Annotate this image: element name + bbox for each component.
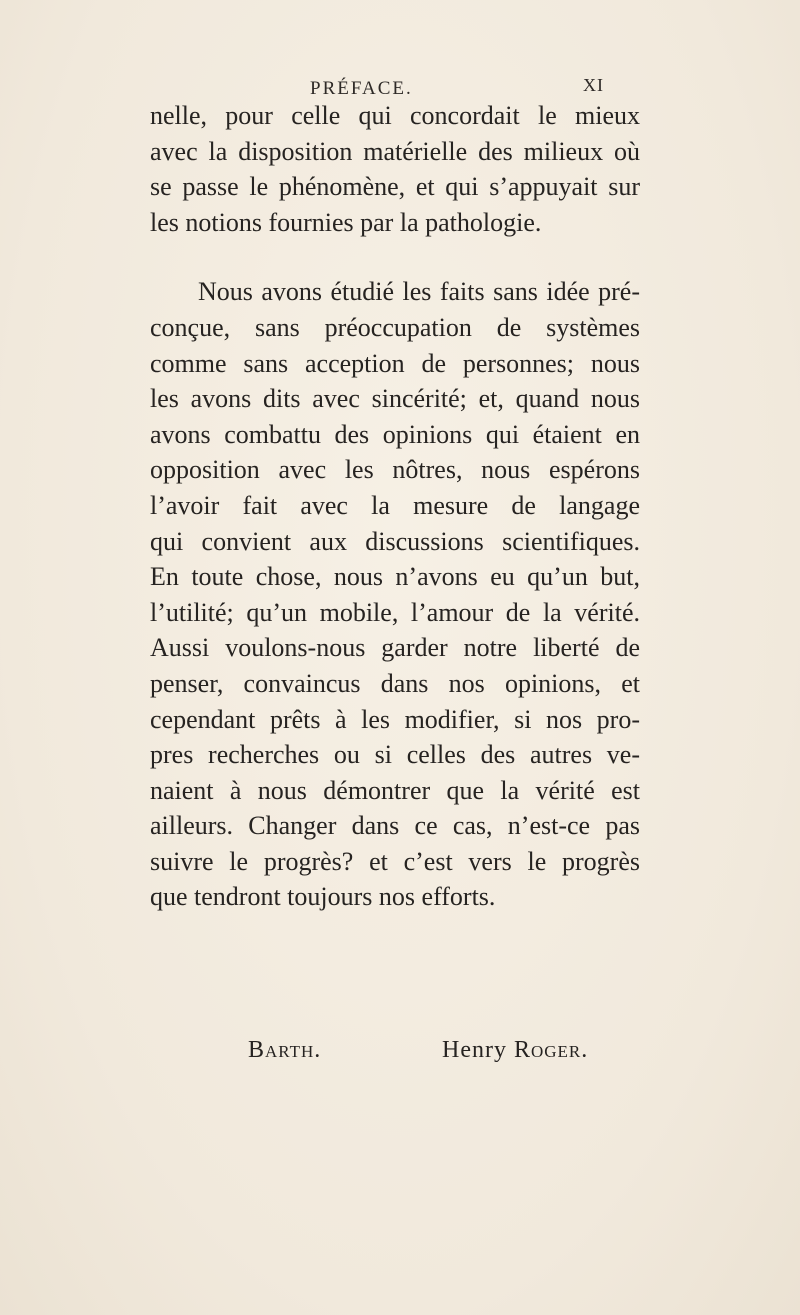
text-line: cependant prêts à les modifier, si nos pro- bbox=[150, 704, 640, 734]
body-text bbox=[150, 98, 640, 915]
text-line: naient à nous démontrer que la vérité est bbox=[150, 775, 640, 805]
text-line: avec la disposition matérielle des milieux où bbox=[150, 136, 640, 166]
signature-given-name: Henry bbox=[442, 1037, 507, 1063]
signatures bbox=[0, 1035, 800, 1075]
paragraph-1 bbox=[150, 98, 640, 240]
text-line: opposition avec les nôtres, nous espérons bbox=[150, 455, 640, 485]
running-title: PRÉFACE. bbox=[310, 78, 413, 99]
text-line: avons combattu des opinions qui étaient en bbox=[150, 419, 640, 449]
signature-henry-roger bbox=[442, 1037, 588, 1064]
text-line: que tendront toujours nos efforts. bbox=[150, 882, 496, 912]
text-line: l’utilité; qu’un mobile, l’amour de la vérité. bbox=[150, 597, 640, 627]
paragraph-2 bbox=[150, 274, 640, 915]
page-number: XI bbox=[583, 75, 604, 95]
text-line: ailleurs. Changer dans ce cas, n’est-ce pas bbox=[150, 811, 640, 841]
signature-barth: Barth. bbox=[248, 1037, 322, 1063]
text-line: Aussi voulons-nous garder notre liberté de bbox=[150, 633, 640, 663]
text-line: les avons dits avec sincérité; et, quand nous bbox=[150, 384, 640, 414]
text-line: suivre le progrès? et c’est vers le progrès bbox=[150, 846, 640, 876]
text-line: se passe le phénomène, et qui s’appuyait sur bbox=[150, 172, 640, 202]
text-line: les notions fournies par la pathologie. bbox=[150, 207, 542, 237]
text-line: penser, convaincus dans nos opinions, et bbox=[150, 668, 640, 698]
text-line: qui convient aux discussions scientifiques. bbox=[150, 526, 640, 556]
signature-surname: Roger. bbox=[513, 1037, 589, 1063]
text-line: nelle, pour celle qui concordait le mieux bbox=[150, 101, 640, 130]
text-line: pres recherches ou si celles des autres ve- bbox=[150, 740, 640, 770]
text-line: l’avoir fait avec la mesure de langage bbox=[150, 490, 640, 520]
text-line: conçue, sans préoccupation de systèmes bbox=[150, 312, 640, 342]
text-line: comme sans acception de personnes; nous bbox=[150, 348, 640, 378]
text-line: Nous avons étudié les faits sans idée pré- bbox=[198, 277, 640, 307]
text-line: En toute chose, nous n’avons eu qu’un but, bbox=[150, 562, 640, 592]
